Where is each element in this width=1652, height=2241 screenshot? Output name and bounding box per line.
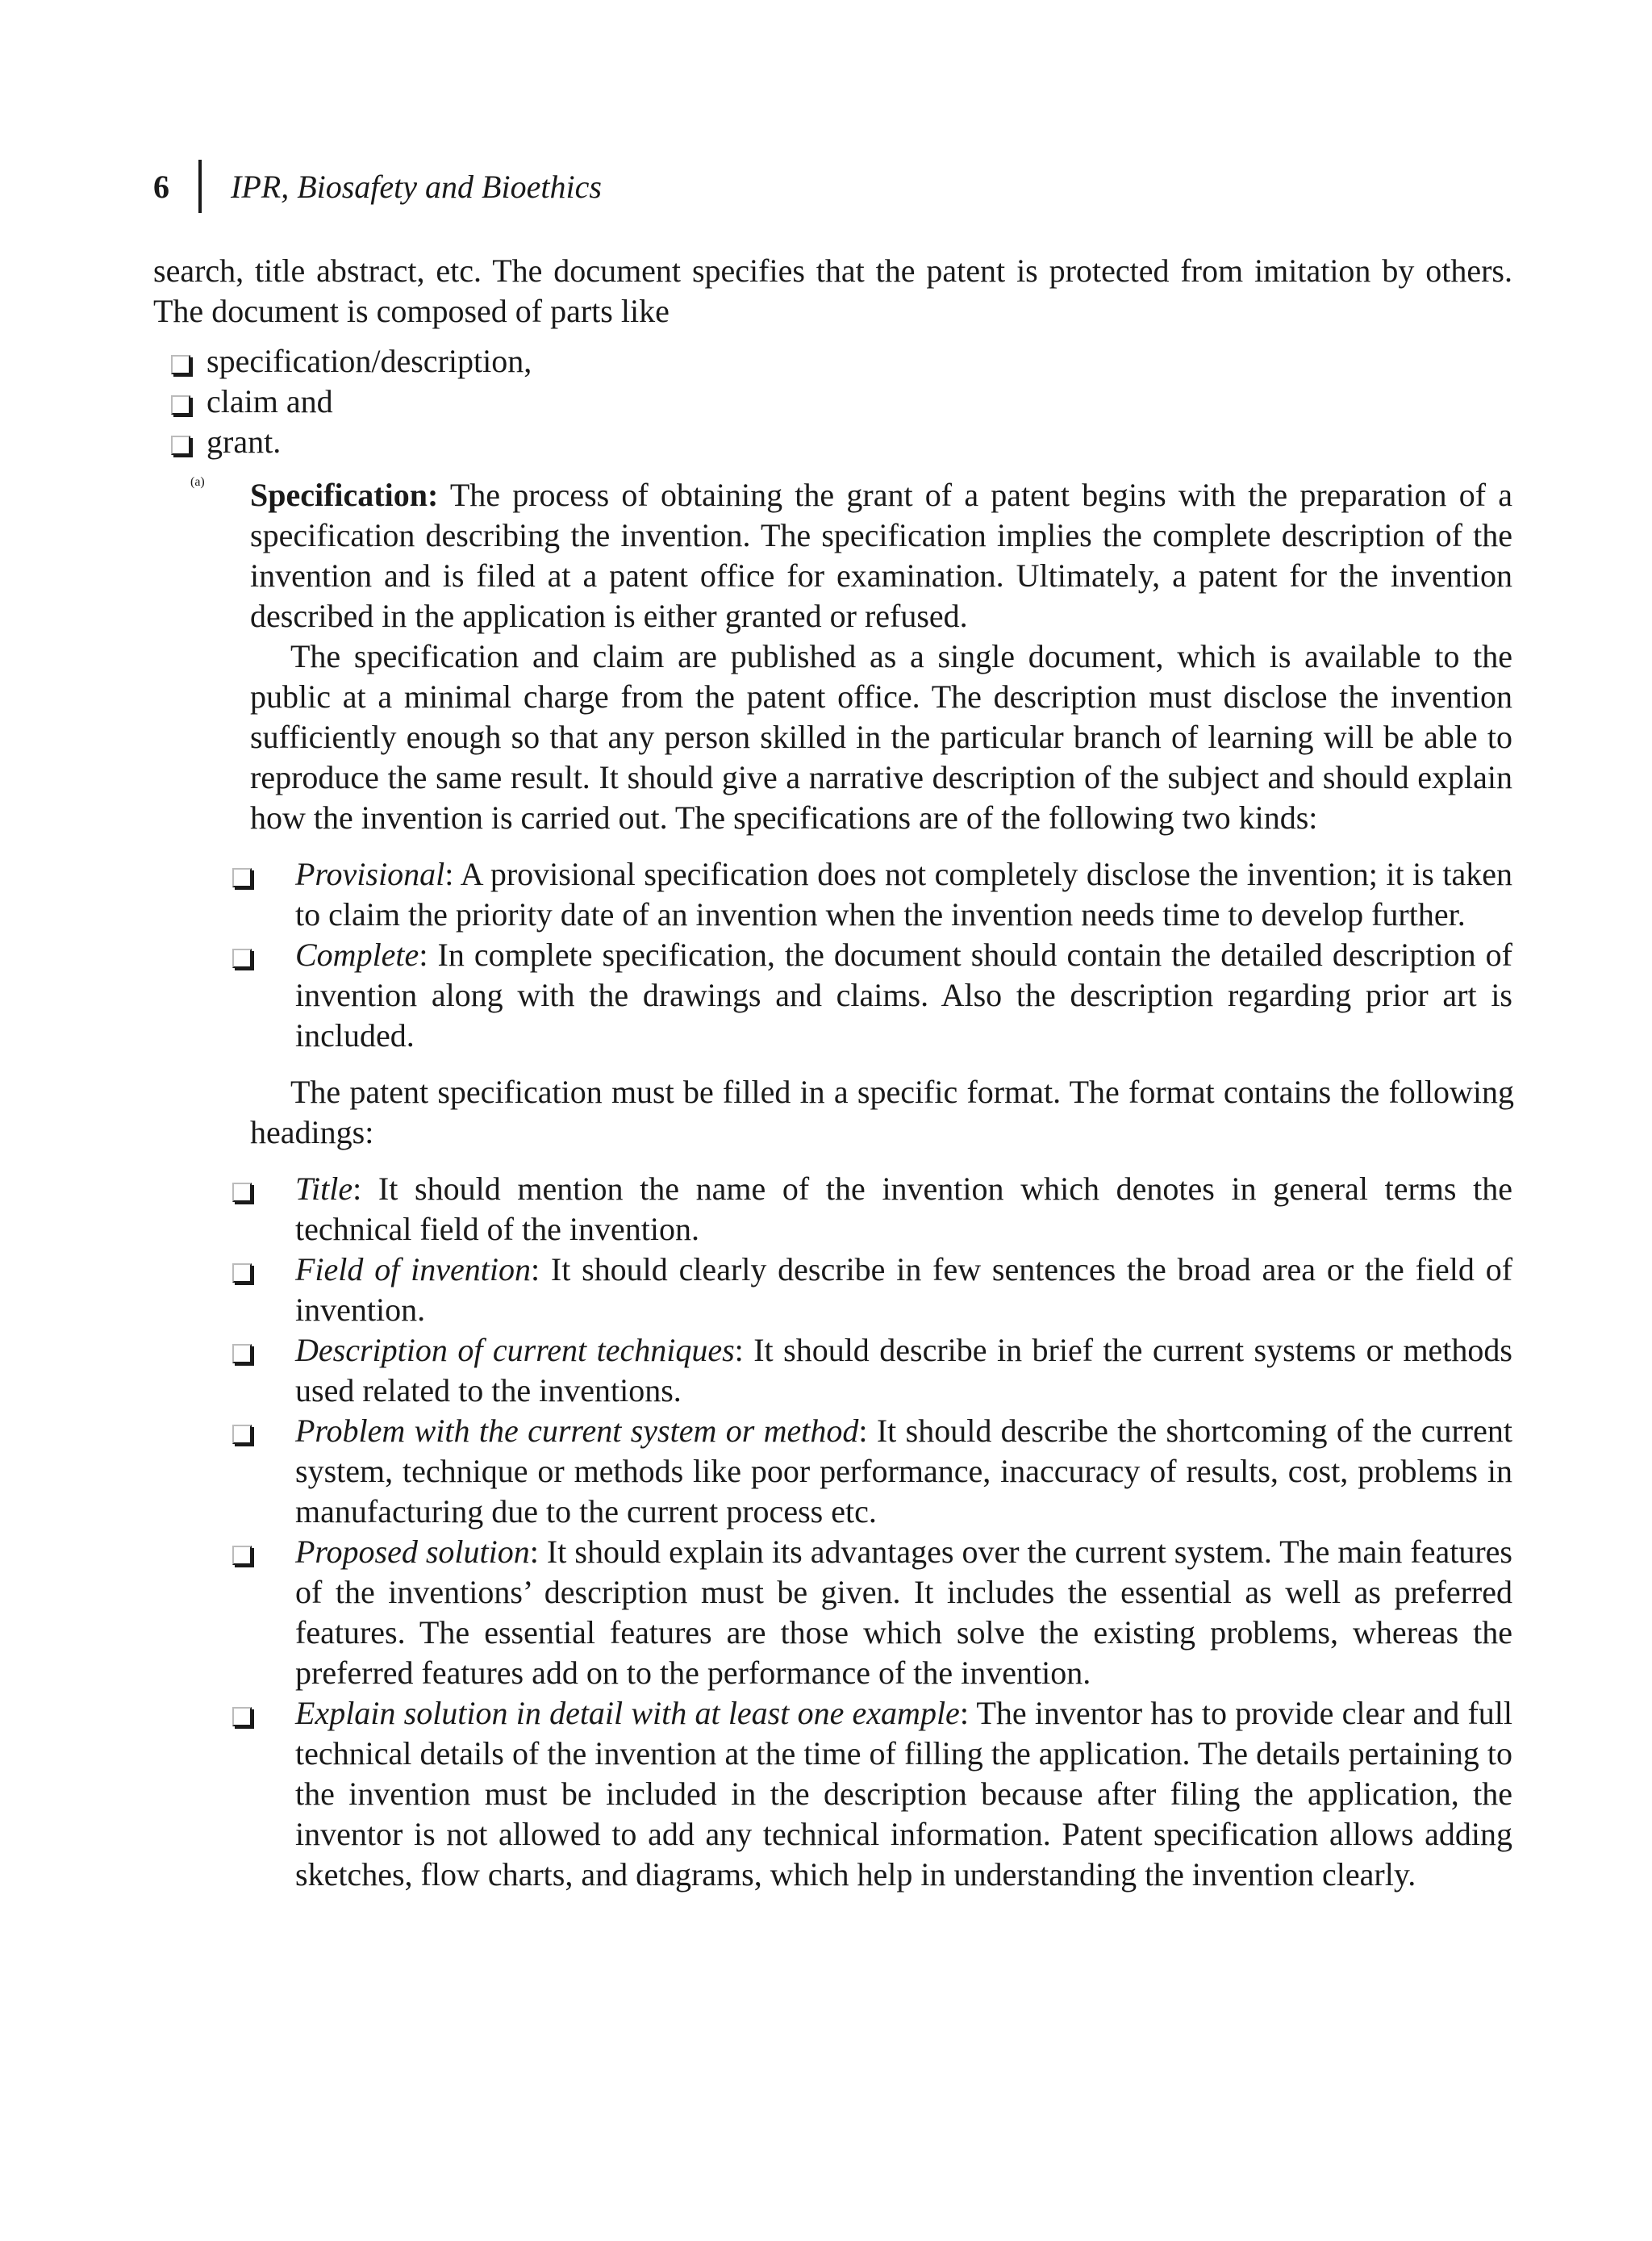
checkbox-bullet-icon	[232, 1263, 252, 1283]
section-paragraph-3: The patent specification must be filled in a specific format. The format contains the following headings:	[250, 1074, 1514, 1150]
page-number: 6	[153, 168, 169, 205]
section-a	[190, 475, 1512, 838]
checkbox-bullet-icon	[232, 1707, 252, 1726]
list-item: Complete: In complete specification, the document should contain the detailed description of invention along with the drawings and claims. Also the description regarding prior art is included.	[250, 935, 1512, 1056]
parts-list	[153, 341, 1512, 462]
checkbox-bullet-icon	[171, 436, 190, 455]
list-item: specification/description,	[171, 341, 1512, 382]
list-item: Explain solution in detail with at least one example: The inventor has to provide clear and full technical details of the invention at the time of filling the application. The details pertaining to the invention must be included in the description because after filing the application, the inventor is not allowed to add any technical information. Patent specification allows adding sketches, flow charts, and diagrams, which help in understanding the invention clearly.	[250, 1693, 1512, 1895]
section-heading: Specification:	[250, 477, 439, 513]
page-header	[153, 157, 1512, 215]
headings-list	[250, 1169, 1512, 1895]
checkbox-bullet-icon	[232, 949, 252, 968]
list-item: Field of invention: It should clearly describe in few sentences the broad area or the field of invention.	[250, 1250, 1512, 1330]
page	[153, 157, 1512, 1911]
checkbox-bullet-icon	[232, 1546, 252, 1565]
checkbox-bullet-icon	[232, 1183, 252, 1202]
checkbox-bullet-icon	[171, 395, 190, 415]
section-paragraph-1: Specification: The process of obtaining the grant of a patent begins with the preparation of a specification describing the invention. The specification implies the complete description of the invention and is filed at a patent office for examination. Ultimately, a patent for the invention described in the application is either granted or refused.	[250, 477, 1513, 634]
kinds-list	[250, 854, 1512, 1056]
checkbox-bullet-icon	[232, 1425, 252, 1444]
checkbox-bullet-icon	[232, 1344, 252, 1363]
list-item: grant.	[171, 422, 1512, 462]
intro-paragraph: search, title abstract, etc. The document specifies that the patent is protected from imitation by others. The document is composed of parts like	[153, 252, 1512, 329]
list-item: Proposed solution: It should explain its advantages over the current system. The main features of the inventions’ description must be given. It includes the essential as well as preferred features. The essential features are those which solve the existing problems, whereas the preferred features add on to the performance of the invention.	[250, 1532, 1512, 1693]
list-item: claim and	[171, 382, 1512, 422]
checkbox-bullet-icon	[232, 868, 252, 887]
list-item: Title: It should mention the name of the invention which denotes in general terms the technical field of the invention.	[250, 1169, 1512, 1250]
list-item: Problem with the current system or method: It should describe the shortcoming of the current system, technique or methods like poor performance, inaccuracy of results, cost, problems in manufacturing due to the current process etc.	[250, 1411, 1512, 1532]
header-divider	[198, 160, 202, 213]
list-item: Provisional: A provisional specification does not completely disclose the invention; it is taken to claim the priority date of an invention when the invention needs time to develop further.	[250, 854, 1512, 935]
checkbox-bullet-icon	[171, 355, 190, 374]
list-item: Description of current techniques: It should describe in brief the current systems or methods used related to the inventions.	[250, 1330, 1512, 1411]
section-paragraph-2: The specification and claim are published as a single document, which is available to the public at a minimal charge from the patent office. The description must disclose the invention sufficiently enough so that any person skilled in the particular branch of learning will be able to reproduce the same result. It should give a narrative description of the subject and should explain how the invention is carried out. The specifications are of the following two kinds:	[250, 638, 1512, 836]
running-title: IPR, Biosafety and Bioethics	[231, 168, 602, 205]
section-label: (a)	[190, 475, 205, 489]
